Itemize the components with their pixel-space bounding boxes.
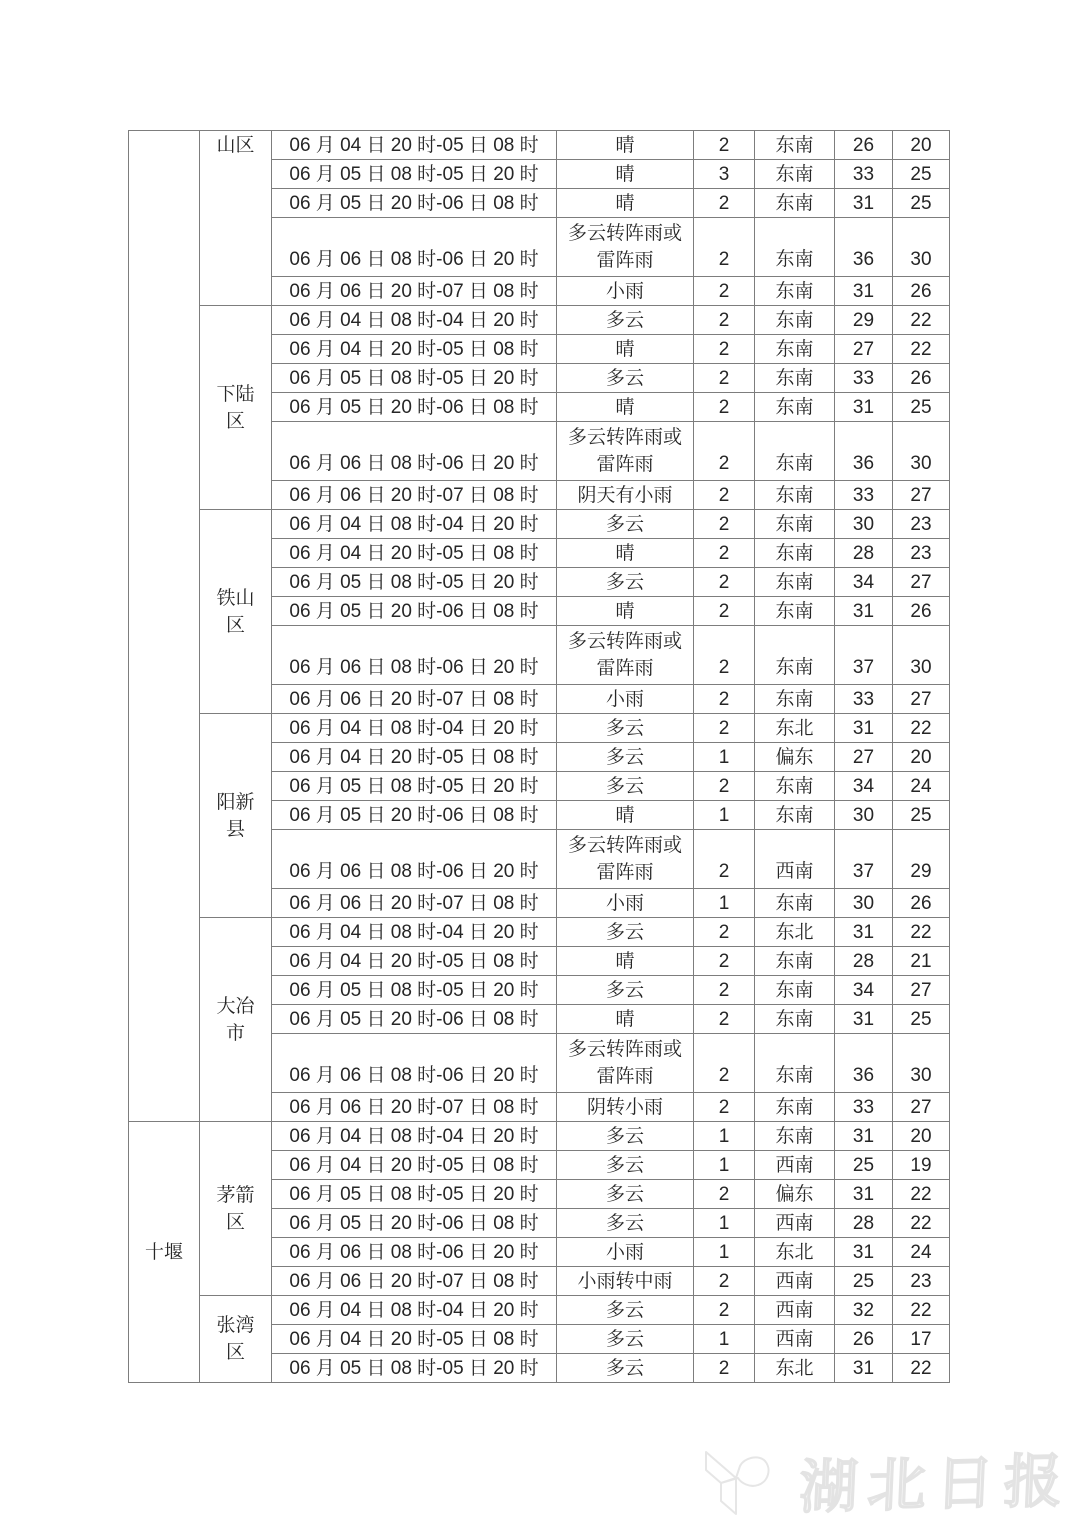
low-temp-cell: 25 [893, 393, 950, 422]
low-temp-cell: 27 [893, 976, 950, 1005]
wind-force-cell: 2 [694, 422, 755, 481]
table-row [129, 131, 950, 160]
high-temp-cell: 33 [835, 364, 893, 393]
watermark-text: 湖北日报 [798, 1446, 1074, 1522]
wind-direction-cell: 东北 [755, 714, 835, 743]
time-period-cell: 06 月 06 日 20 时-07 日 08 时 [272, 889, 557, 918]
wind-direction-cell: 东南 [755, 481, 835, 510]
weather-cell: 多云 [557, 1151, 694, 1180]
weather-cell: 多云转阵雨或 雷阵雨 [557, 626, 694, 685]
high-temp-cell: 31 [835, 1238, 893, 1267]
weather-cell: 小雨 [557, 685, 694, 714]
wind-direction-cell: 东南 [755, 626, 835, 685]
low-temp-cell: 26 [893, 597, 950, 626]
weather-cell: 晴 [557, 539, 694, 568]
low-temp-cell: 22 [893, 335, 950, 364]
wind-force-cell: 2 [694, 626, 755, 685]
high-temp-cell: 31 [835, 1354, 893, 1383]
weather-cell: 多云 [557, 306, 694, 335]
weather-cell: 多云转阵雨或 雷阵雨 [557, 830, 694, 889]
wind-direction-cell: 东南 [755, 1005, 835, 1034]
time-period-cell: 06 月 06 日 20 时-07 日 08 时 [272, 685, 557, 714]
table-row [129, 1122, 950, 1151]
high-temp-cell: 32 [835, 1296, 893, 1325]
high-temp-cell: 29 [835, 306, 893, 335]
high-temp-cell: 25 [835, 1151, 893, 1180]
low-temp-cell: 27 [893, 685, 950, 714]
time-period-cell: 06 月 06 日 08 时-06 日 20 时 [272, 422, 557, 481]
wind-direction-cell: 东南 [755, 510, 835, 539]
table-row [129, 714, 950, 743]
weather-cell: 多云 [557, 714, 694, 743]
wind-direction-cell: 西南 [755, 1209, 835, 1238]
wind-force-cell: 1 [694, 1209, 755, 1238]
time-period-cell: 06 月 06 日 08 时-06 日 20 时 [272, 1034, 557, 1093]
time-period-cell: 06 月 05 日 08 时-05 日 20 时 [272, 976, 557, 1005]
wind-force-cell: 2 [694, 714, 755, 743]
low-temp-cell: 26 [893, 364, 950, 393]
wind-direction-cell: 西南 [755, 830, 835, 889]
high-temp-cell: 33 [835, 1093, 893, 1122]
time-period-cell: 06 月 05 日 20 时-06 日 08 时 [272, 597, 557, 626]
high-temp-cell: 30 [835, 801, 893, 830]
low-temp-cell: 27 [893, 481, 950, 510]
wind-force-cell: 1 [694, 743, 755, 772]
wind-force-cell: 2 [694, 685, 755, 714]
time-period-cell: 06 月 05 日 08 时-05 日 20 时 [272, 568, 557, 597]
time-period-cell: 06 月 04 日 20 时-05 日 08 时 [272, 1325, 557, 1354]
high-temp-cell: 31 [835, 393, 893, 422]
weather-cell: 多云 [557, 772, 694, 801]
wind-direction-cell: 东南 [755, 976, 835, 1005]
wind-force-cell: 2 [694, 947, 755, 976]
time-period-cell: 06 月 06 日 08 时-06 日 20 时 [272, 626, 557, 685]
wind-direction-cell: 东南 [755, 568, 835, 597]
high-temp-cell: 30 [835, 510, 893, 539]
wind-force-cell: 2 [694, 306, 755, 335]
district-cell: 茅箭 区 [200, 1122, 272, 1296]
low-temp-cell: 22 [893, 1180, 950, 1209]
table-row [129, 1296, 950, 1325]
weather-cell: 阴天有小雨 [557, 481, 694, 510]
wind-force-cell: 2 [694, 131, 755, 160]
time-period-cell: 06 月 04 日 08 时-04 日 20 时 [272, 1122, 557, 1151]
low-temp-cell: 23 [893, 539, 950, 568]
weather-cell: 多云转阵雨或 雷阵雨 [557, 218, 694, 277]
low-temp-cell: 29 [893, 830, 950, 889]
high-temp-cell: 30 [835, 889, 893, 918]
district-cell: 下陆 区 [200, 306, 272, 510]
weather-cell: 晴 [557, 189, 694, 218]
time-period-cell: 06 月 06 日 20 时-07 日 08 时 [272, 1267, 557, 1296]
wind-direction-cell: 东南 [755, 335, 835, 364]
high-temp-cell: 31 [835, 277, 893, 306]
wind-direction-cell: 西南 [755, 1325, 835, 1354]
weather-cell: 小雨转中雨 [557, 1267, 694, 1296]
weather-cell: 多云转阵雨或 雷阵雨 [557, 1034, 694, 1093]
wind-direction-cell: 东南 [755, 772, 835, 801]
weather-cell: 晴 [557, 393, 694, 422]
high-temp-cell: 37 [835, 626, 893, 685]
high-temp-cell: 34 [835, 772, 893, 801]
city-cell [129, 131, 200, 1122]
wind-force-cell: 2 [694, 772, 755, 801]
low-temp-cell: 26 [893, 889, 950, 918]
low-temp-cell: 23 [893, 510, 950, 539]
high-temp-cell: 36 [835, 1034, 893, 1093]
city-cell: 十堰 [129, 1122, 200, 1383]
time-period-cell: 06 月 04 日 08 时-04 日 20 时 [272, 714, 557, 743]
weather-cell: 小雨 [557, 889, 694, 918]
wind-direction-cell: 西南 [755, 1296, 835, 1325]
wind-force-cell: 2 [694, 393, 755, 422]
high-temp-cell: 28 [835, 1209, 893, 1238]
high-temp-cell: 27 [835, 743, 893, 772]
wind-force-cell: 2 [694, 277, 755, 306]
high-temp-cell: 31 [835, 189, 893, 218]
wind-direction-cell: 东北 [755, 1238, 835, 1267]
wind-force-cell: 2 [694, 189, 755, 218]
high-temp-cell: 28 [835, 539, 893, 568]
wind-force-cell: 2 [694, 918, 755, 947]
weather-cell: 小雨 [557, 1238, 694, 1267]
time-period-cell: 06 月 04 日 20 时-05 日 08 时 [272, 1151, 557, 1180]
low-temp-cell: 17 [893, 1325, 950, 1354]
wind-direction-cell: 偏东 [755, 743, 835, 772]
district-cell: 铁山 区 [200, 510, 272, 714]
wind-direction-cell: 东南 [755, 1122, 835, 1151]
weather-cell: 晴 [557, 1005, 694, 1034]
low-temp-cell: 25 [893, 801, 950, 830]
time-period-cell: 06 月 04 日 20 时-05 日 08 时 [272, 539, 557, 568]
wind-direction-cell: 东南 [755, 160, 835, 189]
wind-force-cell: 2 [694, 1296, 755, 1325]
wind-direction-cell: 东南 [755, 685, 835, 714]
wind-direction-cell: 西南 [755, 1151, 835, 1180]
watermark [700, 1436, 1075, 1522]
time-period-cell: 06 月 05 日 20 时-06 日 08 时 [272, 801, 557, 830]
time-period-cell: 06 月 04 日 08 时-04 日 20 时 [272, 1296, 557, 1325]
wind-direction-cell: 东南 [755, 393, 835, 422]
wind-force-cell: 1 [694, 1238, 755, 1267]
time-period-cell: 06 月 04 日 20 时-05 日 08 时 [272, 131, 557, 160]
high-temp-cell: 36 [835, 218, 893, 277]
table-row [129, 510, 950, 539]
district-cell: 阳新 县 [200, 714, 272, 918]
high-temp-cell: 33 [835, 481, 893, 510]
high-temp-cell: 33 [835, 160, 893, 189]
low-temp-cell: 22 [893, 1209, 950, 1238]
time-period-cell: 06 月 04 日 08 时-04 日 20 时 [272, 306, 557, 335]
low-temp-cell: 20 [893, 131, 950, 160]
wind-force-cell: 1 [694, 1122, 755, 1151]
high-temp-cell: 34 [835, 976, 893, 1005]
weather-cell: 小雨 [557, 277, 694, 306]
wind-direction-cell: 东南 [755, 801, 835, 830]
time-period-cell: 06 月 06 日 20 时-07 日 08 时 [272, 1093, 557, 1122]
wind-force-cell: 2 [694, 510, 755, 539]
low-temp-cell: 30 [893, 218, 950, 277]
wind-force-cell: 2 [694, 218, 755, 277]
wind-force-cell: 2 [694, 1034, 755, 1093]
weather-cell: 多云 [557, 568, 694, 597]
wind-force-cell: 2 [694, 976, 755, 1005]
low-temp-cell: 21 [893, 947, 950, 976]
high-temp-cell: 34 [835, 568, 893, 597]
low-temp-cell: 22 [893, 1354, 950, 1383]
time-period-cell: 06 月 06 日 20 时-07 日 08 时 [272, 481, 557, 510]
time-period-cell: 06 月 06 日 08 时-06 日 20 时 [272, 830, 557, 889]
wind-direction-cell: 东南 [755, 1093, 835, 1122]
table-row [129, 918, 950, 947]
high-temp-cell: 31 [835, 1122, 893, 1151]
time-period-cell: 06 月 05 日 08 时-05 日 20 时 [272, 1180, 557, 1209]
high-temp-cell: 31 [835, 597, 893, 626]
wind-force-cell: 1 [694, 1325, 755, 1354]
wind-direction-cell: 东南 [755, 218, 835, 277]
weather-cell: 晴 [557, 947, 694, 976]
wind-force-cell: 1 [694, 1151, 755, 1180]
district-cell: 山区 [200, 131, 272, 306]
weather-cell: 多云 [557, 1325, 694, 1354]
low-temp-cell: 24 [893, 1238, 950, 1267]
low-temp-cell: 19 [893, 1151, 950, 1180]
wind-force-cell: 2 [694, 568, 755, 597]
low-temp-cell: 27 [893, 568, 950, 597]
high-temp-cell: 25 [835, 1267, 893, 1296]
wind-force-cell: 2 [694, 481, 755, 510]
weather-cell: 多云 [557, 364, 694, 393]
time-period-cell: 06 月 05 日 08 时-05 日 20 时 [272, 364, 557, 393]
weather-cell: 晴 [557, 160, 694, 189]
wind-direction-cell: 东南 [755, 539, 835, 568]
wind-force-cell: 1 [694, 801, 755, 830]
weather-cell: 晴 [557, 597, 694, 626]
time-period-cell: 06 月 06 日 08 时-06 日 20 时 [272, 218, 557, 277]
wind-direction-cell: 东南 [755, 1034, 835, 1093]
hubei-daily-logo-icon [700, 1438, 778, 1520]
weather-forecast-table [128, 130, 950, 1383]
wind-force-cell: 2 [694, 1005, 755, 1034]
wind-direction-cell: 东南 [755, 597, 835, 626]
weather-cell: 多云 [557, 976, 694, 1005]
wind-force-cell: 1 [694, 889, 755, 918]
weather-cell: 多云 [557, 510, 694, 539]
high-temp-cell: 33 [835, 685, 893, 714]
low-temp-cell: 26 [893, 277, 950, 306]
weather-cell: 多云 [557, 1180, 694, 1209]
high-temp-cell: 36 [835, 422, 893, 481]
high-temp-cell: 26 [835, 1325, 893, 1354]
low-temp-cell: 25 [893, 1005, 950, 1034]
wind-direction-cell: 东南 [755, 364, 835, 393]
time-period-cell: 06 月 05 日 20 时-06 日 08 时 [272, 1005, 557, 1034]
high-temp-cell: 31 [835, 1180, 893, 1209]
wind-force-cell: 2 [694, 1267, 755, 1296]
low-temp-cell: 22 [893, 1296, 950, 1325]
forecast-table-body [129, 131, 950, 1383]
time-period-cell: 06 月 06 日 08 时-06 日 20 时 [272, 1238, 557, 1267]
low-temp-cell: 20 [893, 743, 950, 772]
wind-direction-cell: 东南 [755, 947, 835, 976]
high-temp-cell: 31 [835, 714, 893, 743]
district-cell: 大冶 市 [200, 918, 272, 1122]
time-period-cell: 06 月 05 日 20 时-06 日 08 时 [272, 393, 557, 422]
high-temp-cell: 31 [835, 918, 893, 947]
time-period-cell: 06 月 05 日 08 时-05 日 20 时 [272, 160, 557, 189]
wind-direction-cell: 东南 [755, 306, 835, 335]
wind-direction-cell: 东南 [755, 131, 835, 160]
low-temp-cell: 22 [893, 714, 950, 743]
high-temp-cell: 28 [835, 947, 893, 976]
time-period-cell: 06 月 04 日 20 时-05 日 08 时 [272, 947, 557, 976]
time-period-cell: 06 月 05 日 08 时-05 日 20 时 [272, 1354, 557, 1383]
wind-direction-cell: 东北 [755, 1354, 835, 1383]
wind-direction-cell: 东南 [755, 189, 835, 218]
low-temp-cell: 24 [893, 772, 950, 801]
high-temp-cell: 27 [835, 335, 893, 364]
weather-cell: 多云 [557, 918, 694, 947]
time-period-cell: 06 月 05 日 20 时-06 日 08 时 [272, 189, 557, 218]
time-period-cell: 06 月 04 日 20 时-05 日 08 时 [272, 743, 557, 772]
high-temp-cell: 26 [835, 131, 893, 160]
wind-force-cell: 2 [694, 335, 755, 364]
low-temp-cell: 20 [893, 1122, 950, 1151]
wind-direction-cell: 东南 [755, 277, 835, 306]
wind-force-cell: 2 [694, 1093, 755, 1122]
low-temp-cell: 25 [893, 189, 950, 218]
weather-cell: 多云转阵雨或 雷阵雨 [557, 422, 694, 481]
time-period-cell: 06 月 04 日 08 时-04 日 20 时 [272, 918, 557, 947]
wind-force-cell: 2 [694, 1354, 755, 1383]
low-temp-cell: 30 [893, 1034, 950, 1093]
wind-force-cell: 2 [694, 539, 755, 568]
wind-force-cell: 2 [694, 1180, 755, 1209]
weather-cell: 多云 [557, 1296, 694, 1325]
low-temp-cell: 25 [893, 160, 950, 189]
high-temp-cell: 31 [835, 1005, 893, 1034]
wind-direction-cell: 东南 [755, 889, 835, 918]
wind-direction-cell: 东北 [755, 918, 835, 947]
wind-force-cell: 2 [694, 364, 755, 393]
time-period-cell: 06 月 06 日 20 时-07 日 08 时 [272, 277, 557, 306]
weather-cell: 多云 [557, 1122, 694, 1151]
low-temp-cell: 30 [893, 626, 950, 685]
wind-force-cell: 2 [694, 830, 755, 889]
low-temp-cell: 27 [893, 1093, 950, 1122]
weather-cell: 阴转小雨 [557, 1093, 694, 1122]
low-temp-cell: 22 [893, 918, 950, 947]
low-temp-cell: 23 [893, 1267, 950, 1296]
wind-direction-cell: 西南 [755, 1267, 835, 1296]
weather-cell: 晴 [557, 131, 694, 160]
weather-cell: 晴 [557, 801, 694, 830]
weather-cell: 多云 [557, 1354, 694, 1383]
wind-direction-cell: 偏东 [755, 1180, 835, 1209]
high-temp-cell: 37 [835, 830, 893, 889]
wind-direction-cell: 东南 [755, 422, 835, 481]
time-period-cell: 06 月 05 日 20 时-06 日 08 时 [272, 1209, 557, 1238]
low-temp-cell: 22 [893, 306, 950, 335]
wind-force-cell: 2 [694, 597, 755, 626]
wind-force-cell: 3 [694, 160, 755, 189]
weather-cell: 多云 [557, 743, 694, 772]
table-row [129, 306, 950, 335]
weather-cell: 晴 [557, 335, 694, 364]
time-period-cell: 06 月 04 日 20 时-05 日 08 时 [272, 335, 557, 364]
weather-cell: 多云 [557, 1209, 694, 1238]
time-period-cell: 06 月 04 日 08 时-04 日 20 时 [272, 510, 557, 539]
time-period-cell: 06 月 05 日 08 时-05 日 20 时 [272, 772, 557, 801]
district-cell: 张湾 区 [200, 1296, 272, 1383]
low-temp-cell: 30 [893, 422, 950, 481]
